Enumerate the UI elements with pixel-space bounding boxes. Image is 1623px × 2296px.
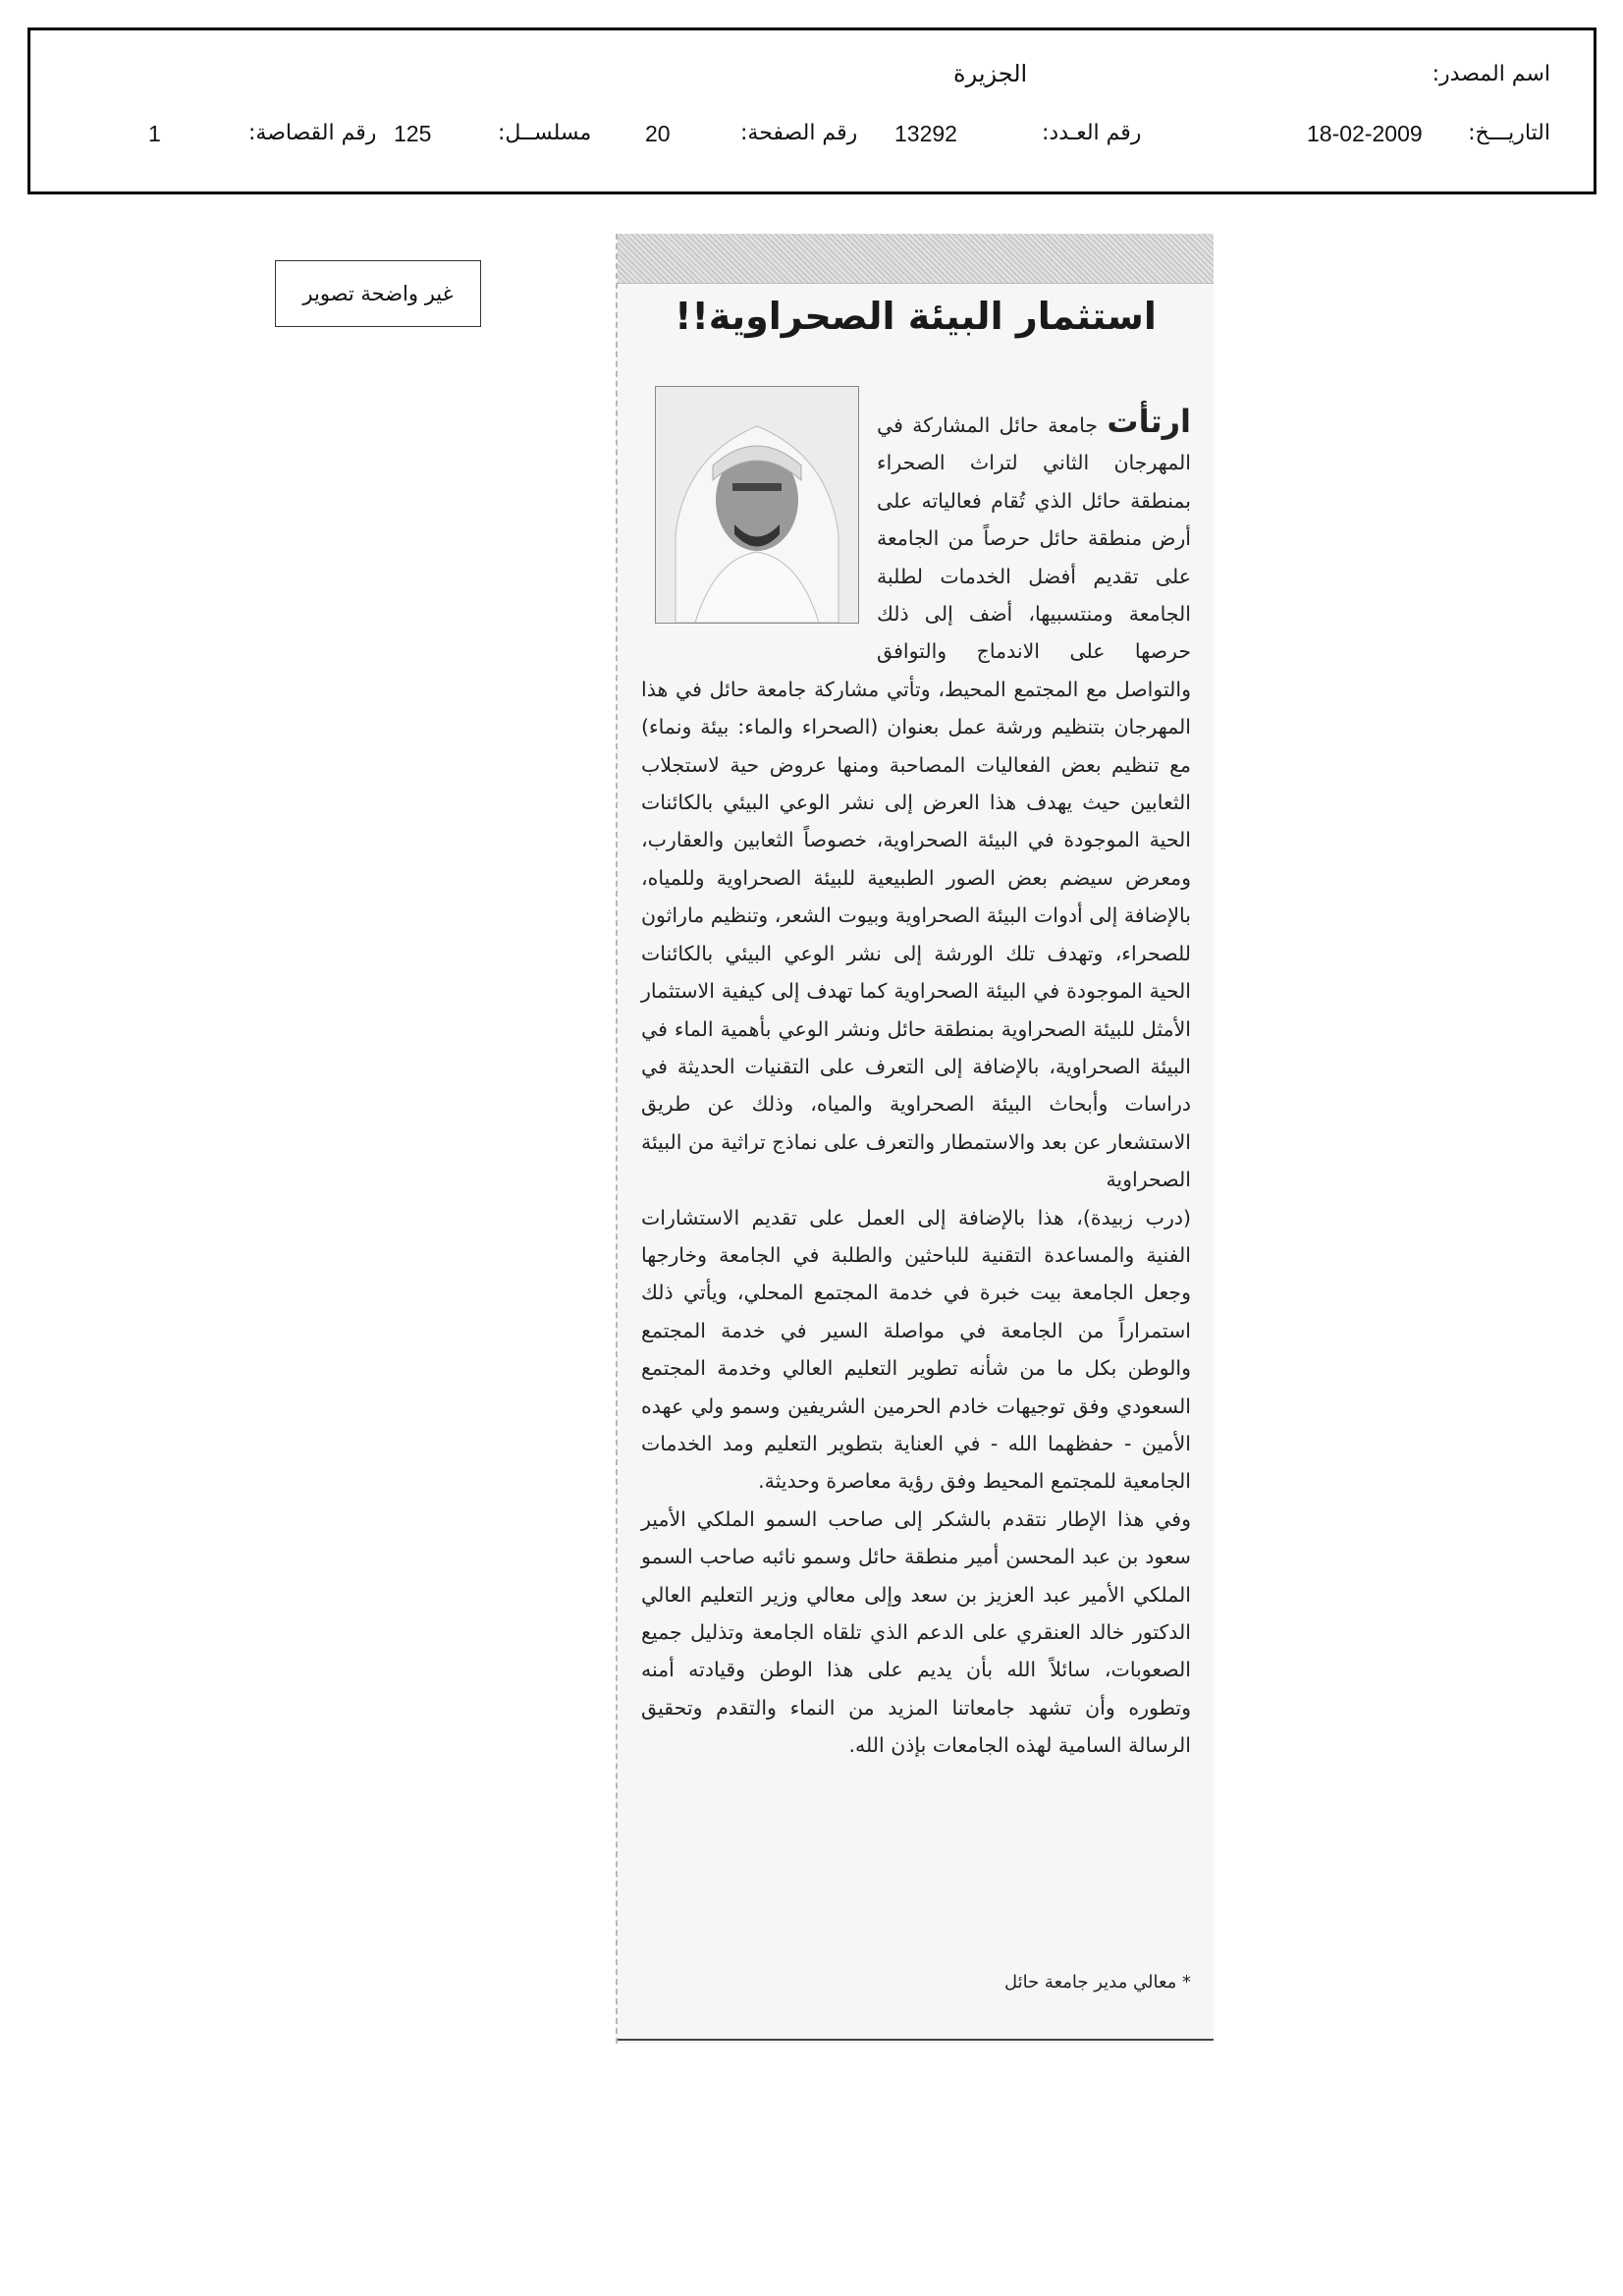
author-byline: * معالي مدير جامعة حائل xyxy=(1003,1972,1191,1993)
column-banner xyxy=(618,234,1214,284)
article-headline: استثمار البيئة الصحراوية!! xyxy=(675,295,1157,338)
article-body xyxy=(641,403,1191,1765)
newspaper-clipping xyxy=(616,234,1214,2044)
bottom-rule xyxy=(618,2039,1214,2041)
clip-value: 1 xyxy=(148,121,161,146)
date-label: التاريـــخ: xyxy=(1468,121,1550,145)
serial-label: مسلســل: xyxy=(498,121,592,145)
clip-label: رقم القصاصة: xyxy=(248,121,377,145)
page-label: رقم الصفحة: xyxy=(740,121,858,145)
source-value: الجزيرة xyxy=(953,60,1028,87)
source-label: اسم المصدر: xyxy=(1432,62,1550,86)
issue-value: 13292 xyxy=(894,121,957,146)
article-paragraph: وفي هذا الإطار نتقدم بالشكر إلى صاحب السمو الملكي الأمير سعود بن عبد المحسن أمير منطقة حائل وسمو نائبه صاحب السمو الملكي الأمير عبد العزيز بن سعد وإلى معالي وزير التعليم العالي الدكتور خالد العنقري على الدعم الذي تلقاه الجامعة وتذليل جميع الصعوبات، سائلاً الله بأن يديم على هذا الوطن وقيادته أمنه وتطوره وأن تشهد جامعاتنا المزيد من النماء والتقدم وتحقيق الرسالة السامية لهذه الجامعات بإذن الله. xyxy=(641,1506,1191,1758)
date-value: 18-02-2009 xyxy=(1307,121,1423,146)
issue-label: رقم العـدد: xyxy=(1042,121,1142,145)
page-value: 20 xyxy=(645,121,671,146)
metadata-header xyxy=(27,27,1596,194)
serial-value: 125 xyxy=(394,121,432,146)
lead-word: ارتأت xyxy=(1107,403,1191,440)
image-quality-note: غير واضحة تصوير xyxy=(275,260,481,327)
paragraph-1-text: جامعة حائل المشاركة في المهرجان الثاني لتراث الصحراء بمنطقة حائل الذي تُقام فعالياته على أرض منطقة حائل حرصاً من الجامعة على تقديم أفضل الخدمات لطلبة الجامعة ومنتسبيها، أضف إلى ذلك حرصها على الاندماج والتوافق والتواصل مع المجتمع المحيط، وتأتي مشاركة جامعة حائل في هذا المهرجان بتنظيم ورشة عمل بعنوان (الصحراء والماء: بيئة ونماء) مع تنظيم بعض الفعاليات المصاحبة ومنها عروض حية لاستجلاب الثعابين حيث يهدف هذا العرض إلى نشر الوعي البيئي بالكائنات الحية الموجودة في البيئة الصحراوية، خصوصاً الثعابين والعقارب، ومعرض سيضم بعض الصور الطبيعية للبيئة الصحراوية وللمياه، بالإضافة إلى أدوات البيئة الصحراوية وبيوت الشعر، وتنظيم ماراثون للصحراء، وتهدف تلك الورشة إلى نشر الوعي البيئي بالكائنات الحية الموجودة في البيئة الصحراوية كما تهدف إلى كيفية الاستثمار الأمثل للبيئة الصحراوية بمنطقة حائل ونشر الوعي بأهمية الماء في البيئة الصحراوية، بالإضافة إلى التعرف على التقنيات الحديثة في دراسات وأبحاث البيئة الصحراوية والمياه، وذلك عن طريق الاستشعار عن بعد والاستمطار والتعرف على نماذج تراثية من البيئة الصحراوية xyxy=(641,413,1191,1192)
article-paragraph: (درب زبيدة)، هذا بالإضافة إلى العمل على تقديم الاستشارات الفنية والمساعدة التقنية للباحثين والطلبة في الجامعة وخارجها وجعل الجامعة بيت خبرة في خدمة المجتمع المحلي، ويأتي ذلك استمراراً من الجامعة في مواصلة السير في خدمة المجتمع والوطن بكل ما من شأنه تطوير التعليم العالي وخدمة المجتمع السعودي وفق توجيهات خادم الحرمين الشريفين وسمو ولي عهده الأمين - حفظهما الله - في العناية بتطوير التعليم ومد الخدمات الجامعية للمجتمع المحيط وفق رؤية معاصرة وحديثة. xyxy=(641,1205,1191,1494)
